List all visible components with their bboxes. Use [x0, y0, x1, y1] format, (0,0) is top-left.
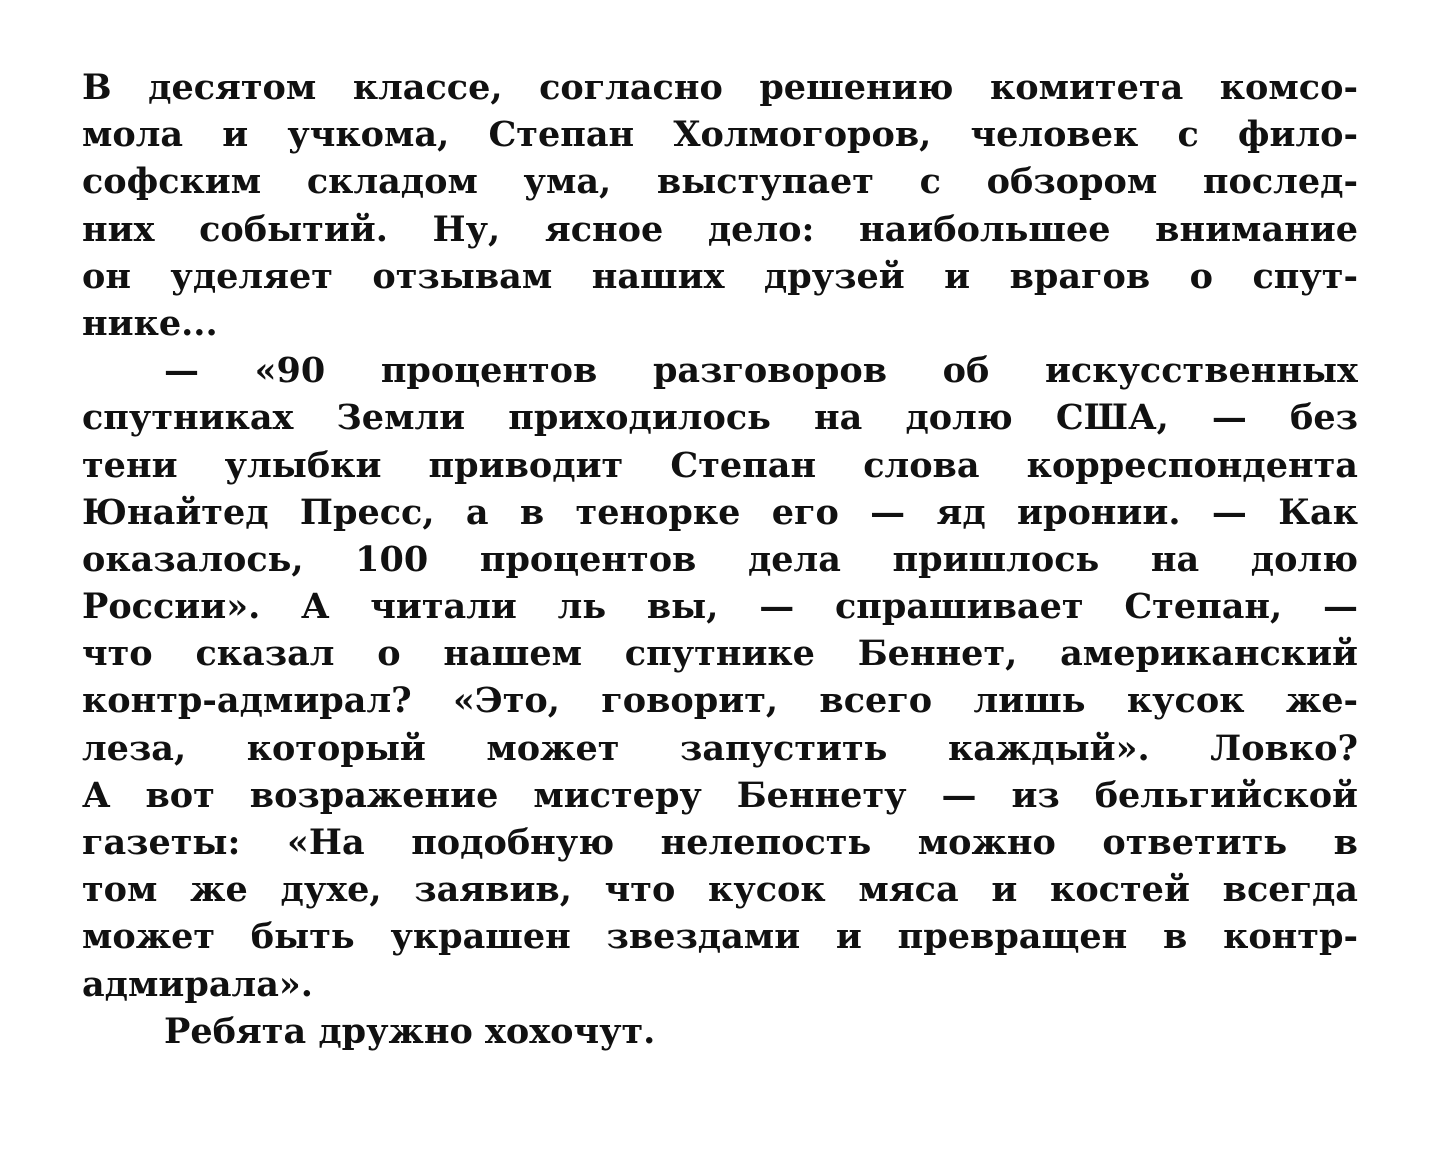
text-line: спутниках Земли приходилось на долю США, — без: [82, 397, 1358, 439]
text-line: России». А читали ль вы, — спрашивает Степан, —: [82, 586, 1358, 628]
text-line: том же духе, заявив, что кусок мяса и костей всегда: [82, 869, 1358, 911]
text-line: газеты: «На подобную нелепость можно ответить в: [82, 822, 1358, 863]
paragraph-intro: [82, 64, 1358, 347]
text-line: Юнайтед Пресс, а в тенорке его — яд иронии. — Как: [82, 491, 1358, 533]
text-line: он уделяет отзывам наших друзей и врагов о спут-: [82, 255, 1358, 297]
text-line: них событий. Ну, ясное дело: наибольшее внимание: [82, 208, 1358, 250]
text-line: софским складом ума, выступает с обзором послед-: [82, 161, 1358, 203]
text-line: оказалось, 100 процентов дела пришлось на долю: [82, 538, 1358, 580]
text-line: В десятом классе, согласно решению комитета комсо-: [82, 67, 1358, 108]
text-line: Ребята дружно хохочут.: [164, 1010, 656, 1052]
text-line: леза, который может запустить каждый». Ловко?: [82, 727, 1358, 769]
text-line: что сказал о нашем спутнике Беннет, американский: [82, 633, 1358, 675]
text-line: мола и учкома, Степан Холмогоров, человек с фило-: [82, 114, 1358, 156]
text-line: А вот возражение мистеру Беннету — из бельгийской: [82, 774, 1358, 816]
text-line: — «90 процентов разговоров об искусственных: [164, 350, 1358, 392]
text-line: может быть украшен звездами и превращен в контр-: [82, 916, 1358, 958]
document-page: [82, 64, 1358, 1055]
text-line: нике...: [82, 302, 218, 344]
text-line: тени улыбки приводит Степан слова корреспондента: [82, 444, 1358, 486]
text-line: контр-адмирал? «Это, говорит, всего лишь кусок же-: [82, 680, 1358, 722]
paragraph-closing: [82, 1008, 1358, 1055]
text-line: адмирала».: [82, 963, 313, 1005]
paragraph-quote: [82, 347, 1358, 1008]
